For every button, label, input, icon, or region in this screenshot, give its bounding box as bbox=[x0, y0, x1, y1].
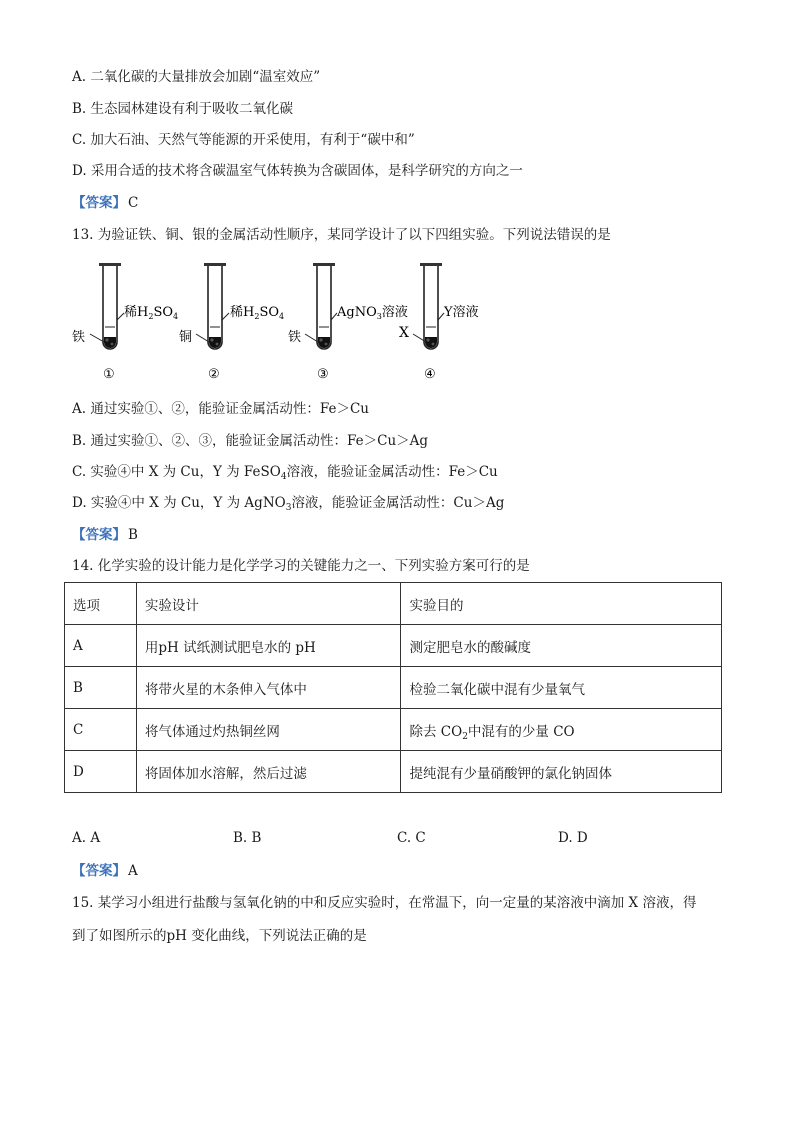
test-tube-4 bbox=[399, 263, 479, 382]
test-tubes-figure bbox=[60, 258, 520, 386]
q12-option-b: B. 生态园林建设有利于吸收二氧化碳 bbox=[72, 101, 294, 117]
q13-stem: 13. 为验证铁、铜、银的金属活动性顺序，某同学设计了以下四组实验。下列说法错误的是 bbox=[72, 227, 611, 243]
answer-tag: 【答案】 bbox=[72, 527, 126, 543]
cell-option: C bbox=[65, 709, 137, 751]
cell-purpose: 除去 $CO_2$中混有的少量 CO bbox=[401, 709, 722, 751]
tube-2-solution: 稀$H_2SO_4$ bbox=[230, 305, 285, 321]
cell-design: 用pH 试纸测试肥皂水的 pH bbox=[136, 625, 401, 667]
tube-1-metal: 铁 bbox=[72, 330, 86, 345]
table-row bbox=[65, 751, 722, 793]
tube-4-solution: Y溶液 bbox=[444, 305, 479, 320]
tube-2-number: ② bbox=[208, 367, 220, 382]
q13-answer bbox=[72, 526, 138, 544]
q14-choice-d: D. D bbox=[558, 830, 588, 846]
cell-option: A bbox=[65, 625, 137, 667]
q13-option-a: A. 通过实验①、②，能验证金属活动性：Fe＞Cu bbox=[72, 401, 369, 417]
tube-4-number: ④ bbox=[424, 367, 436, 382]
header-purpose: 实验目的 bbox=[401, 583, 722, 625]
tube-2-metal: 铜 bbox=[179, 330, 193, 345]
q13-option-d: D. 实验④中 X 为 Cu，Y 为 AgNO$_3$溶液，能验证金属活动性：Cu＞Ag bbox=[72, 495, 505, 513]
experiment-table bbox=[64, 582, 722, 793]
cell-option: B bbox=[65, 667, 137, 709]
q15-stem-line-1: 15. 某学习小组进行盐酸与氢氧化钠的中和反应实验时，在常温下，向一定量的某溶液中滴加 X 溶液，得 bbox=[72, 895, 697, 911]
tube-1-solution: 稀$H_2SO_4$ bbox=[124, 305, 179, 321]
q14-choice-a: A. A bbox=[72, 830, 101, 846]
tube-1-number: ① bbox=[103, 367, 115, 382]
answer-tag: 【答案】 bbox=[72, 195, 126, 211]
tube-3-solution: AgNO$_3$溶液 bbox=[337, 305, 408, 321]
q14-stem: 14. 化学实验的设计能力是化学学习的关键能力之一、下列实验方案可行的是 bbox=[72, 558, 530, 574]
q14-choice-c: C. C bbox=[397, 830, 426, 846]
header-design: 实验设计 bbox=[136, 583, 401, 625]
table-row bbox=[65, 667, 722, 709]
table-header-row bbox=[65, 583, 722, 625]
q14-answer bbox=[72, 862, 138, 880]
cell-purpose: 提纯混有少量硝酸钾的氯化钠固体 bbox=[401, 751, 722, 793]
table-row bbox=[65, 625, 722, 667]
answer-value: B bbox=[128, 527, 138, 543]
header-option: 选项 bbox=[65, 583, 137, 625]
q15-stem-line-2: 到了如图所示的pH 变化曲线，下列说法正确的是 bbox=[72, 928, 367, 944]
answer-value: C bbox=[128, 195, 139, 211]
answer-value: A bbox=[128, 863, 138, 879]
cell-purpose: 测定肥皂水的酸碱度 bbox=[401, 625, 722, 667]
cell-design: 将固体加水溶解，然后过滤 bbox=[136, 751, 401, 793]
tube-4-metal: X bbox=[399, 325, 409, 341]
q14-choice-b: B. B bbox=[233, 830, 262, 846]
q12-option-a: A. 二氧化碳的大量排放会加剧“温室效应” bbox=[72, 69, 321, 85]
table-row bbox=[65, 709, 722, 751]
cell-option: D bbox=[65, 751, 137, 793]
q12-option-d: D. 采用合适的技术将含碳温室气体转换为含碳固体，是科学研究的方向之一 bbox=[72, 163, 523, 179]
test-tube-2 bbox=[179, 263, 284, 382]
cell-design: 将带火星的木条伸入气体中 bbox=[136, 667, 401, 709]
q13-option-b: B. 通过实验①、②、③，能验证金属活动性：Fe＞Cu＞Ag bbox=[72, 433, 429, 449]
test-tube-1 bbox=[72, 263, 178, 382]
tube-3-metal: 铁 bbox=[288, 330, 302, 345]
q12-answer bbox=[72, 194, 138, 212]
q12-option-c: C. 加大石油、天然气等能源的开采使用，有利于“碳中和” bbox=[72, 132, 415, 148]
cell-design: 将气体通过灼热铜丝网 bbox=[136, 709, 401, 751]
q13-option-c: C. 实验④中 X 为 Cu，Y 为 FeSO$_4$溶液，能验证金属活动性：Fe＞Cu bbox=[72, 464, 498, 482]
answer-tag: 【答案】 bbox=[72, 863, 126, 879]
tube-3-number: ③ bbox=[317, 367, 329, 382]
test-tube-3 bbox=[288, 263, 408, 382]
cell-purpose: 检验二氧化碳中混有少量氧气 bbox=[401, 667, 722, 709]
